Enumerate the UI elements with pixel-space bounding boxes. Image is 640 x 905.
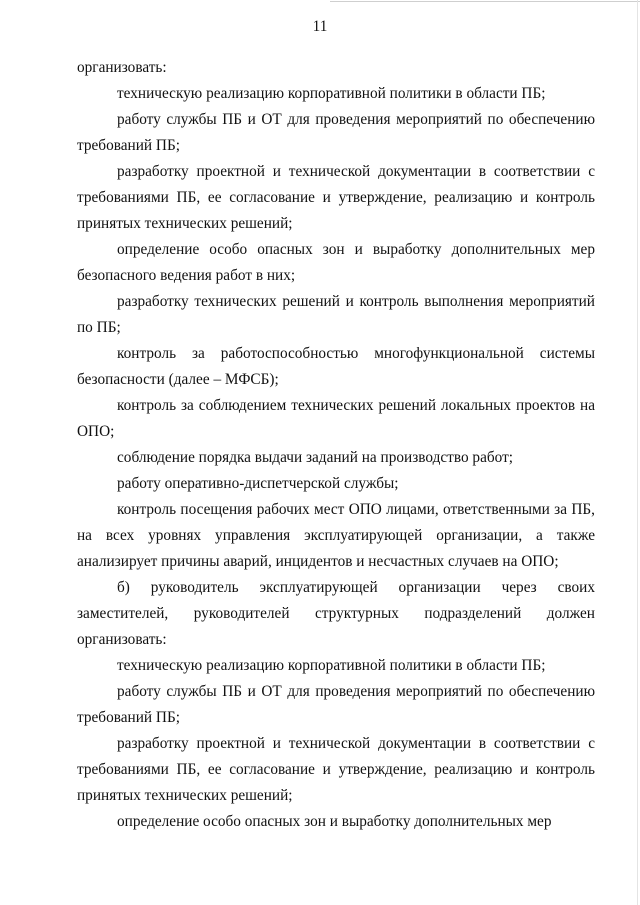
paragraph: техническую реализацию корпоративной политики в области ПБ; <box>117 657 546 674</box>
paragraph: разработку технических решений и контроль выполнения мероприятий по ПБ; <box>77 293 595 336</box>
paragraph: определение особо опасных зон и выработку дополнительных мер <box>117 813 552 830</box>
paragraph: контроль за соблюдением технических решений локальных проектов на ОПО; <box>77 397 595 440</box>
paragraph: контроль за работоспособностью многофункциональной системы безопасности (далее – МФСБ); <box>77 345 595 388</box>
page-number: 11 <box>312 18 328 35</box>
paragraph: организовать: <box>77 59 167 76</box>
scan-top-edge <box>330 1 640 2</box>
paragraph: техническую реализацию корпоративной политики в области ПБ; <box>117 85 546 102</box>
scan-right-edge <box>637 0 638 905</box>
document-body <box>77 55 595 835</box>
paragraph: определение особо опасных зон и выработку дополнительных мер безопасного ведения работ в них; <box>77 241 595 284</box>
paragraph: соблюдение порядка выдачи заданий на производство работ; <box>117 449 514 466</box>
paragraph: б) руководитель эксплуатирующей организации через своих заместителей, руководителей структурных подразделений должен организовать: <box>77 579 595 648</box>
paragraph: работу службы ПБ и ОТ для проведения мероприятий по обеспечению требований ПБ; <box>77 683 595 726</box>
paragraph: работу службы ПБ и ОТ для проведения мероприятий по обеспечению требований ПБ; <box>77 111 595 154</box>
paragraph: работу оперативно-диспетчерской службы; <box>117 475 399 492</box>
paragraph: контроль посещения рабочих мест ОПО лицами, ответственными за ПБ, на всех уровнях управления эксплуатирующей организации, а также анализирует причины аварий, инцидентов и несчастных случаев на ОПО; <box>77 501 595 570</box>
paragraph: разработку проектной и технической документации в соответствии с требованиями ПБ, ее согласование и утверждение, реализацию и контроль принятых технических решений; <box>77 735 595 804</box>
paragraph: разработку проектной и технической документации в соответствии с требованиями ПБ, ее согласование и утверждение, реализацию и контроль принятых технических решений; <box>77 163 595 232</box>
